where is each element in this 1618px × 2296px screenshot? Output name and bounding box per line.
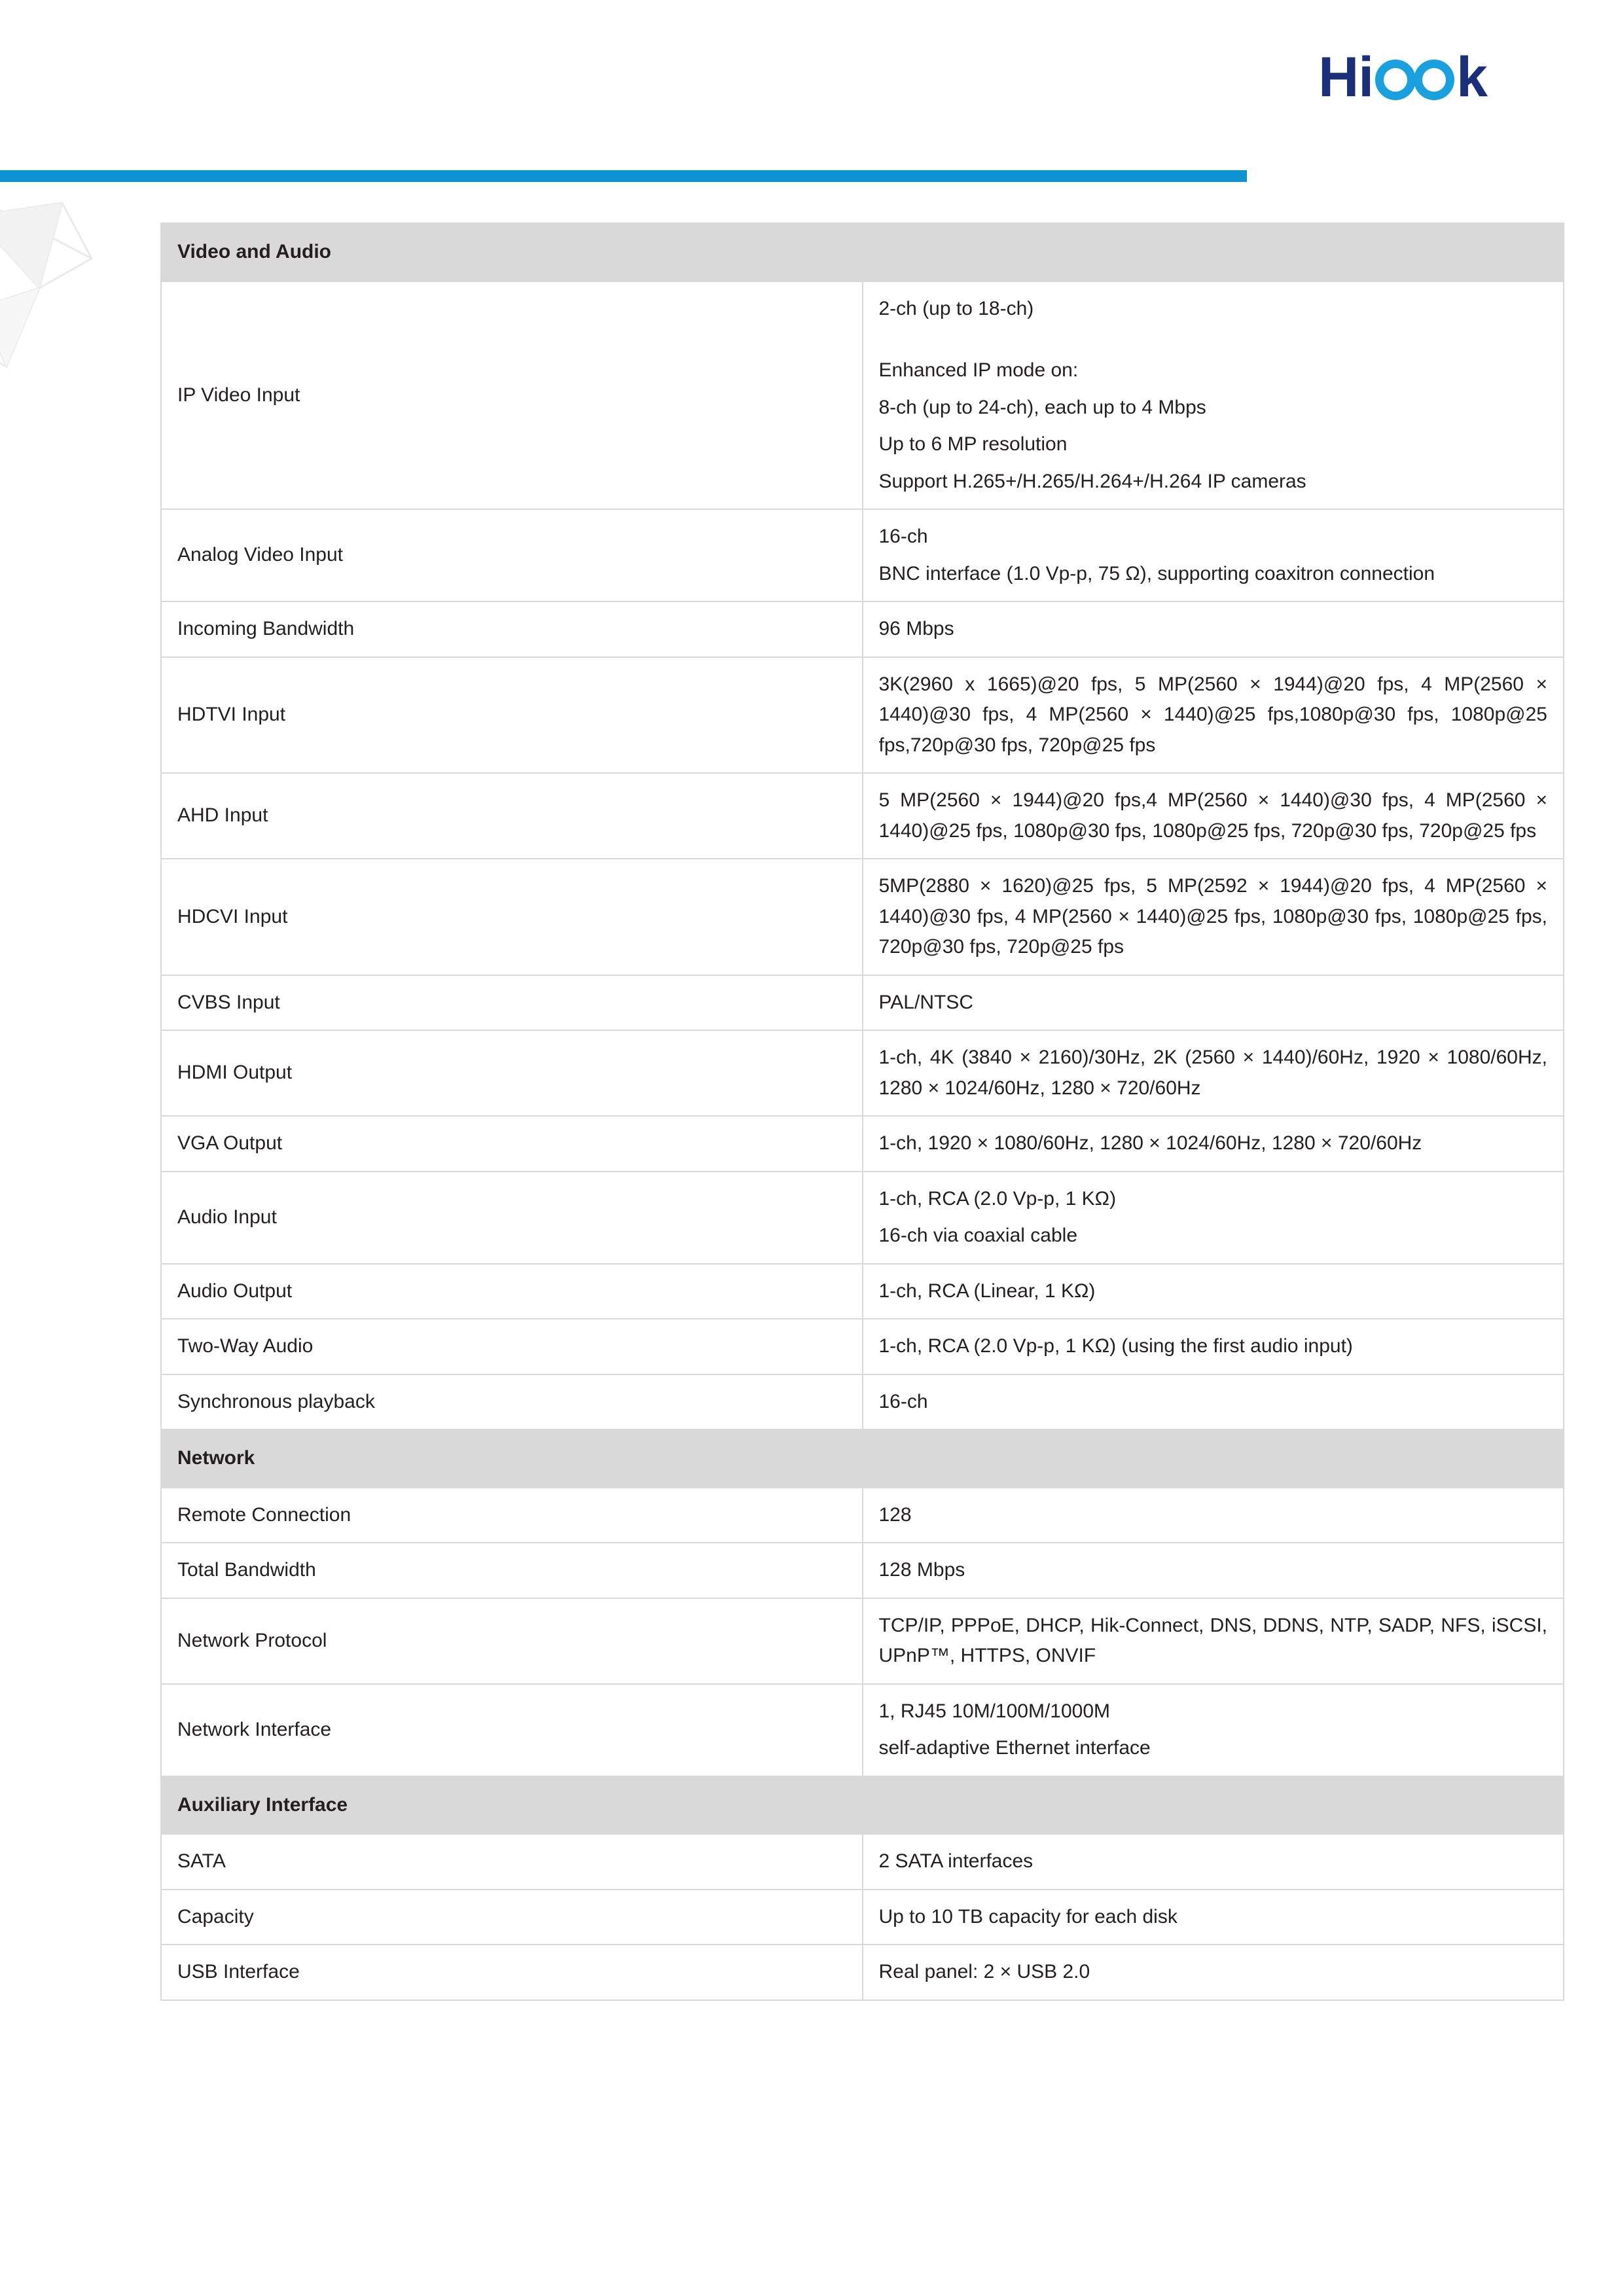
value-line: 1, RJ45 10M/100M/1000M	[878, 1700, 1111, 1722]
value-line: Support H.265+/H.265/H.264+/H.264 IP cameras	[878, 470, 1306, 492]
table-row	[161, 1598, 1564, 1684]
table-row	[161, 1684, 1564, 1776]
row-label: Network Interface	[161, 1684, 863, 1776]
table-body	[161, 223, 1564, 2000]
row-value	[863, 773, 1564, 859]
row-label: USB Interface	[161, 1945, 863, 2000]
table-row	[161, 1890, 1564, 1945]
value-line: BNC interface (1.0 Vp-p, 75 Ω), supporting coaxitron connection	[878, 562, 1435, 584]
table-row	[161, 1172, 1564, 1264]
table-row	[161, 509, 1564, 601]
row-value	[863, 975, 1564, 1031]
value-line: 1-ch, 4K (3840 × 2160)/30Hz, 2K (2560 × 1440)/60Hz, 1920 × 1080/60Hz, 1280 × 1024/60Hz, 1280 × 720/60Hz	[878, 1047, 1547, 1099]
header-rule	[0, 170, 1247, 182]
row-label: IP Video Input	[161, 281, 863, 510]
decorative-watermark	[0, 196, 157, 471]
value-line: 1-ch, RCA (2.0 Vp-p, 1 KΩ)	[878, 1187, 1117, 1210]
value-line: 128	[878, 1503, 912, 1526]
table-row	[161, 859, 1564, 975]
section-title: Network	[161, 1429, 1564, 1488]
row-value	[863, 1172, 1564, 1264]
table-section-header	[161, 1429, 1564, 1488]
value-line: 1-ch, RCA (2.0 Vp-p, 1 KΩ) (using the first audio input)	[878, 1335, 1353, 1357]
row-label: CVBS Input	[161, 975, 863, 1031]
value-line: 5 MP(2560 × 1944)@20 fps,4 MP(2560 × 1440)@30 fps, 4 MP(2560 × 1440)@25 fps, 1080p@30 fps, 1080p@25 fps, 720p@30 fps, 720p@25 fps	[878, 789, 1547, 842]
row-label: Remote Connection	[161, 1488, 863, 1543]
section-title: Auxiliary Interface	[161, 1776, 1564, 1835]
row-value	[863, 657, 1564, 774]
value-line: Enhanced IP mode on:	[878, 359, 1079, 381]
row-value	[863, 859, 1564, 975]
row-label: HDCVI Input	[161, 859, 863, 975]
row-value	[863, 509, 1564, 601]
row-label: Synchronous playback	[161, 1374, 863, 1430]
row-value	[863, 1890, 1564, 1945]
logo-ring-icon-2	[1414, 60, 1454, 100]
value-line: TCP/IP, PPPoE, DHCP, Hik-Connect, DNS, DDNS, NTP, SADP, NFS, iSCSI, UPnP™, HTTPS, ONVIF	[878, 1614, 1547, 1666]
value-line: 2-ch (up to 18-ch)	[878, 297, 1034, 319]
section-title: Video and Audio	[161, 223, 1564, 281]
row-value	[863, 1116, 1564, 1172]
row-label: AHD Input	[161, 773, 863, 859]
table-row	[161, 601, 1564, 657]
logo-text-k: k	[1456, 46, 1487, 109]
specification-table-container	[160, 223, 1564, 2001]
table-row	[161, 1834, 1564, 1890]
value-line: 16-ch via coaxial cable	[878, 1225, 1078, 1246]
value-line: 8-ch (up to 24-ch), each up to 4 Mbps	[878, 396, 1206, 418]
row-label: HDMI Output	[161, 1030, 863, 1116]
row-value	[863, 1598, 1564, 1684]
row-value	[863, 1030, 1564, 1116]
value-line: Real panel: 2 × USB 2.0	[878, 1961, 1090, 1982]
row-label: Analog Video Input	[161, 509, 863, 601]
value-line: Up to 10 TB capacity for each disk	[878, 1905, 1178, 1928]
row-label: Audio Output	[161, 1264, 863, 1319]
table-row	[161, 1264, 1564, 1319]
row-value	[863, 601, 1564, 657]
row-value	[863, 281, 1564, 510]
value-line: 2 SATA interfaces	[878, 1850, 1034, 1872]
logo-text-hi: Hi	[1318, 46, 1374, 109]
row-label: HDTVI Input	[161, 657, 863, 774]
page-header	[0, 0, 1618, 196]
table-row	[161, 975, 1564, 1031]
value-line: 3K(2960 x 1665)@20 fps, 5 MP(2560 × 1944)@20 fps, 4 MP(2560 × 1440)@30 fps, 4 MP(2560 × 1440)@25 fps,1080p@30 fps, 1080p@25 fps,720p@30 fps, 720p@25 fps	[878, 673, 1547, 756]
table-section-header	[161, 223, 1564, 281]
value-line: 128 Mbps	[878, 1559, 965, 1581]
row-value	[863, 1488, 1564, 1543]
table-row	[161, 1319, 1564, 1374]
table-row	[161, 281, 1564, 510]
row-label: Network Protocol	[161, 1598, 863, 1684]
value-line: self-adaptive Ethernet interface	[878, 1737, 1151, 1759]
table-row	[161, 1030, 1564, 1116]
value-line: 1-ch, RCA (Linear, 1 KΩ)	[878, 1280, 1096, 1302]
value-line: 16-ch	[878, 1390, 928, 1412]
row-value	[863, 1543, 1564, 1598]
row-value	[863, 1684, 1564, 1776]
value-line: PAL/NTSC	[878, 991, 973, 1013]
row-value	[863, 1945, 1564, 2000]
table-row	[161, 773, 1564, 859]
table-row	[161, 1945, 1564, 2000]
table-row	[161, 1488, 1564, 1543]
row-value	[863, 1834, 1564, 1890]
row-label: Capacity	[161, 1890, 863, 1945]
row-label: Incoming Bandwidth	[161, 601, 863, 657]
table-row	[161, 1116, 1564, 1172]
logo-ring-icon-1	[1375, 60, 1416, 100]
specification-table	[160, 223, 1564, 2001]
value-line: 96 Mbps	[878, 618, 954, 639]
value-line: 5MP(2880 × 1620)@25 fps, 5 MP(2592 × 1944)@20 fps, 4 MP(2560 × 1440)@30 fps, 4 MP(2560 × 1440)@25 fps, 1080p@30 fps, 1080p@25 fps, 720p@30 fps, 720p@25 fps	[878, 875, 1547, 958]
row-label: VGA Output	[161, 1116, 863, 1172]
hilook-logo	[1318, 46, 1487, 109]
row-value	[863, 1264, 1564, 1319]
value-line: Up to 6 MP resolution	[878, 433, 1068, 455]
table-section-header	[161, 1776, 1564, 1835]
row-label: Total Bandwidth	[161, 1543, 863, 1598]
value-line: 1-ch, 1920 × 1080/60Hz, 1280 × 1024/60Hz, 1280 × 720/60Hz	[878, 1132, 1422, 1154]
table-row	[161, 1374, 1564, 1430]
row-label: Two-Way Audio	[161, 1319, 863, 1374]
row-value	[863, 1374, 1564, 1430]
value-line: 16-ch	[878, 526, 928, 547]
value-blank-line	[879, 324, 1548, 355]
table-row	[161, 657, 1564, 774]
row-value	[863, 1319, 1564, 1374]
row-label: Audio Input	[161, 1172, 863, 1264]
row-label: SATA	[161, 1834, 863, 1890]
table-row	[161, 1543, 1564, 1598]
